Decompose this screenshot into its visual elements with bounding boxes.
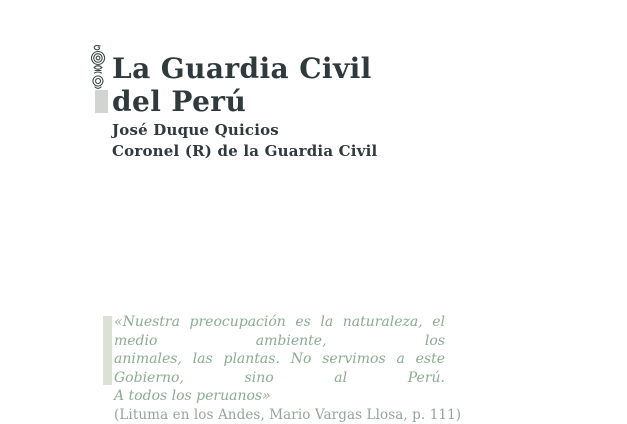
author-rank: Coronel (R) de la Guardia Civil xyxy=(112,141,377,162)
ornament-gray-block xyxy=(95,90,108,113)
epigraph-quote xyxy=(114,313,445,424)
fleuron-ornament-icon xyxy=(86,43,110,91)
quote-line: animales, las plantas. No servimos a este Gobierno, sino al Perú. xyxy=(114,350,445,387)
title-line-2: del Perú xyxy=(112,85,372,118)
quote-line: A todos los peruanos» xyxy=(114,387,445,406)
quote-accent-bar xyxy=(103,316,112,385)
author-name: José Duque Quicios xyxy=(112,120,377,141)
title-line-1: La Guardia Civil xyxy=(112,52,372,85)
quote-attribution: (Lituma en los Andes, Mario Vargas Llosa, p. 111) xyxy=(114,406,445,424)
page-title xyxy=(112,52,372,118)
author-block xyxy=(112,120,377,162)
quote-line: «Nuestra preocupación es la naturaleza, el medio ambiente, los xyxy=(114,313,445,350)
